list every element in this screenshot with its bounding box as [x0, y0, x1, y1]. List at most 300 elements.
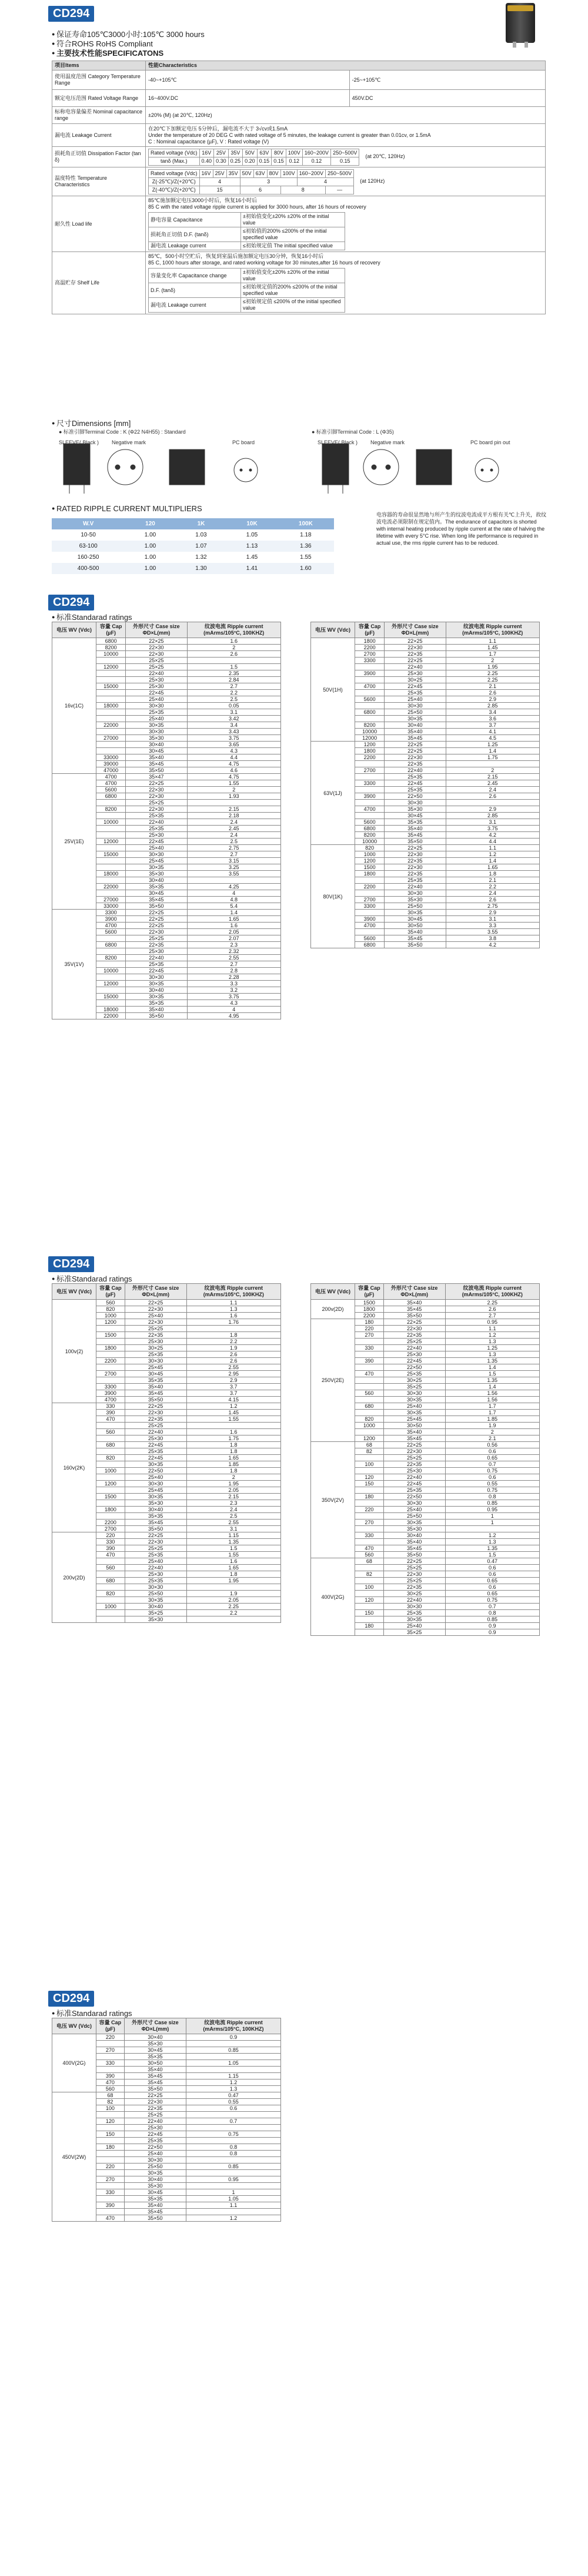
- ripple-cell: 0.8: [445, 1494, 539, 1500]
- ripple-cell: [187, 658, 281, 664]
- size-cell: 22×45: [385, 780, 446, 787]
- tc-rv: 35V: [226, 169, 240, 177]
- tc-rv: 25V: [213, 169, 226, 177]
- size-cell: 30×35: [125, 1494, 186, 1500]
- ripple-cell: [186, 2183, 280, 2189]
- ripple-cell: 1.85: [186, 1461, 280, 1468]
- ripple-cell: 3.8: [446, 935, 540, 942]
- cap-cell: [96, 1571, 125, 1578]
- ratings-head: 外形尺寸 Case size ΦD×L(mm): [124, 2018, 186, 2034]
- spec-value: -25~+105℃: [349, 71, 545, 90]
- cap-cell: 220: [96, 1532, 125, 1539]
- cap-cell: [96, 1351, 125, 1358]
- ripple-cell: [186, 2170, 280, 2176]
- size-cell: 22×25: [126, 910, 187, 916]
- cap-cell: [96, 2067, 125, 2073]
- size-cell: 25×50: [385, 709, 446, 716]
- size-cell: 30×45: [385, 813, 446, 819]
- size-cell: 30×25: [383, 1591, 445, 1597]
- wv-cell: 100v(2): [52, 1300, 96, 1403]
- size-cell: 30×45: [124, 2047, 186, 2054]
- size-cell: 22×30: [125, 1410, 186, 1416]
- table-row: [311, 845, 540, 851]
- dim-negative-label: Negative mark: [112, 440, 146, 445]
- ripple-cell: 1.05: [186, 2060, 280, 2067]
- ripple-cell: 1.75: [186, 1435, 280, 1442]
- cap-cell: 470: [96, 1552, 125, 1558]
- cap-cell: 1000: [355, 1423, 384, 1429]
- size-cell: 30×30: [125, 1584, 186, 1591]
- df-note: (at 20℃, 120Hz): [365, 153, 405, 160]
- cap-cell: 2700: [355, 897, 385, 903]
- ripple-note: 电容器的寿命很显然地与所产生的纹波电流成平方根有关℃上升关，故纹波电流必须限制在规定值内。The endurance of capacitors is shorted with internal heating produced by ripple current at the rate of halving the lifetime with every 5°C rise. When long life performance is required in actual use, the rms ripple current has to be reduced.: [376, 512, 547, 546]
- ripple-cell: [186, 1616, 280, 1623]
- cap-cell: 470: [355, 1545, 384, 1552]
- size-cell: 25×35: [385, 877, 446, 884]
- size-cell: 22×35: [385, 871, 446, 877]
- cap-cell: [96, 800, 126, 806]
- ripple-cell: [186, 2138, 280, 2144]
- ripple-cell: 1.3: [445, 1339, 539, 1345]
- size-cell: 22×30: [126, 929, 187, 935]
- table-row: [311, 638, 540, 645]
- dim-sleeve-label: SLEEVE( Black ): [59, 440, 99, 445]
- size-cell: 35×50: [126, 767, 187, 774]
- spec-table: [52, 61, 546, 314]
- size-cell: 25×25: [125, 1423, 186, 1429]
- ripple-cell: 1.8: [186, 1442, 280, 1448]
- cap-cell: 330: [96, 1403, 125, 1410]
- ripple-cell: 1.05: [186, 2196, 280, 2202]
- cap-cell: 68: [355, 1442, 384, 1448]
- ripple-cell: 4.2: [446, 942, 540, 948]
- cap-cell: 220: [355, 1326, 384, 1332]
- ripple-cell: 2.9: [446, 806, 540, 813]
- size-cell: 25×50: [385, 903, 446, 910]
- df-rv: 63V: [257, 149, 272, 157]
- size-cell: 30×35: [126, 722, 187, 729]
- cap-cell: [96, 1558, 125, 1565]
- ripple-cell: 0.85: [186, 2164, 280, 2170]
- size-cell: 30×30: [385, 800, 446, 806]
- size-cell: 25×35: [385, 774, 446, 780]
- size-cell: 22×45: [383, 1358, 445, 1364]
- ripple-cell: 2.4: [187, 819, 281, 826]
- size-cell: 30×35: [124, 2170, 186, 2176]
- ripple-cell: 2.4: [186, 1507, 280, 1513]
- ripple-cell: [186, 2041, 280, 2047]
- wv-cell: 16v(1C): [52, 638, 96, 774]
- cap-cell: [96, 1364, 125, 1371]
- cap-cell: 4700: [355, 806, 385, 813]
- ripple-cell: 1.56: [445, 1397, 539, 1403]
- ripple-cell: 2.8: [187, 968, 281, 974]
- df-tan: 0.15: [331, 157, 359, 165]
- cap-cell: [355, 1513, 384, 1520]
- load-item: 损耗角正切值 D.F. (tanδ): [149, 227, 241, 242]
- size-cell: 22×25: [385, 845, 446, 851]
- cap-cell: 100: [96, 2105, 125, 2112]
- cap-cell: 100: [355, 1584, 384, 1591]
- ripple-cell: 2.5: [187, 696, 281, 703]
- ripple-cell: 1: [445, 1520, 539, 1526]
- ripple-cell: 2.5: [186, 1513, 280, 1520]
- size-cell: 35×40: [385, 826, 446, 832]
- ripple-cell: 2.55: [187, 955, 281, 961]
- ripple-cell: 0.65: [445, 1578, 539, 1584]
- ripple-cell: 0.6: [186, 2105, 280, 2112]
- dim-sleeve-label-2: SLEEVE( Black ): [318, 440, 358, 445]
- ripple-cell: 2: [446, 767, 540, 774]
- size-cell: 30×30: [126, 974, 187, 981]
- cap-cell: [96, 1513, 125, 1520]
- cap-cell: 820: [96, 1306, 125, 1313]
- cap-cell: 270: [96, 2176, 125, 2183]
- size-cell: 35×30: [125, 1500, 186, 1507]
- ripple-cell: 1.55: [300, 554, 312, 561]
- size-cell: 25×30: [383, 1468, 445, 1474]
- cap-cell: 10000: [96, 819, 126, 826]
- ripple-cell: 3.1: [187, 709, 281, 716]
- ratings-head: 电压 WV (Vdc): [52, 2018, 96, 2034]
- df-rv: 250~500V: [331, 149, 359, 157]
- ripple-cell: 1.00: [144, 532, 156, 538]
- table-row: [52, 1532, 281, 1539]
- ripple-cell: 2.1: [446, 683, 540, 690]
- cap-cell: 8200: [355, 722, 385, 729]
- size-cell: 25×40: [125, 1474, 186, 1481]
- size-cell: 30×35: [385, 910, 446, 916]
- cap-cell: 4700: [355, 683, 385, 690]
- size-cell: 35×45: [124, 2073, 186, 2079]
- ripple-cell: 1.07: [176, 541, 227, 552]
- ripple-cell: 3.3: [187, 981, 281, 987]
- size-cell: 25×30: [124, 2125, 186, 2131]
- shelf-item: 漏电流 Leakage current: [149, 298, 241, 313]
- cap-cell: [355, 910, 385, 916]
- size-cell: 35×30: [126, 735, 187, 742]
- ripple-cell: 2.45: [187, 826, 281, 832]
- size-cell: 35×30: [385, 806, 446, 813]
- cap-cell: 6800: [96, 638, 126, 645]
- ripple-cell: 0.05: [187, 703, 281, 709]
- size-cell: 22×30: [126, 793, 187, 800]
- ripple-cell: 2.35: [187, 670, 281, 677]
- ripple-cell: 2.05: [187, 929, 281, 935]
- cap-cell: 820: [355, 1416, 384, 1423]
- wv-cell: 25V(1E): [52, 774, 96, 910]
- tc-table: [148, 169, 354, 194]
- ripple-cell: 1.6: [186, 1313, 280, 1319]
- size-cell: 22×40: [125, 1429, 186, 1435]
- size-cell: 25×25: [124, 2112, 186, 2118]
- size-cell: 35×35: [124, 2196, 186, 2202]
- dim-option-label: ● 标准引脚Terminal Code : L (Φ35): [312, 429, 394, 435]
- cap-cell: 3300: [96, 1384, 125, 1390]
- size-cell: 25×35: [385, 690, 446, 696]
- cap-cell: 390: [96, 2073, 125, 2079]
- size-cell: 30×40: [126, 742, 187, 748]
- size-cell: 35×45: [125, 1520, 186, 1526]
- size-cell: 30×30: [124, 2157, 186, 2164]
- size-cell: 25×35: [125, 1351, 186, 1358]
- cap-cell: 6800: [355, 942, 385, 948]
- load-value: ≤初始值的200% ≤200% of the initial specified value: [241, 227, 345, 242]
- ripple-cell: 2.6: [187, 651, 281, 658]
- cap-cell: 15000: [96, 683, 126, 690]
- size-cell: 35×40: [385, 929, 446, 935]
- ripple-cell: [446, 761, 540, 767]
- size-cell: 25×35: [126, 826, 187, 832]
- size-cell: 25×25: [383, 1578, 445, 1584]
- cap-cell: [355, 1565, 384, 1571]
- ripple-cell: 0.95: [186, 2176, 280, 2183]
- size-cell: 30×35: [385, 716, 446, 722]
- size-cell: 25×40: [385, 696, 446, 703]
- tc-r1: 4: [297, 177, 354, 186]
- size-cell: 25×30: [385, 670, 446, 677]
- ripple-cell: 3.75: [187, 735, 281, 742]
- ripple-cell: [186, 2125, 280, 2131]
- ripple-cell: 4: [187, 1007, 281, 1013]
- ripple-cell: 1.9: [186, 1591, 280, 1597]
- cap-cell: 1200: [355, 1435, 384, 1442]
- spec-label: 损耗角正切值 Dissipation Factor (tan δ): [52, 147, 146, 167]
- shelf-table: [148, 268, 345, 313]
- ripple-cell: 2: [186, 1474, 280, 1481]
- cap-cell: 39000: [96, 761, 126, 767]
- df-rv: 35V: [228, 149, 243, 157]
- tc-r2: —: [325, 186, 353, 194]
- ripple-cell: 0.6: [445, 1448, 539, 1455]
- ripple-cell: 2.4: [446, 787, 540, 793]
- cap-cell: [355, 1377, 384, 1384]
- cap-cell: 8200: [96, 645, 126, 651]
- tc-rv: 160~200V: [297, 169, 325, 177]
- cap-cell: [355, 1629, 384, 1636]
- ripple-cell: 2.85: [446, 813, 540, 819]
- size-cell: 25×40: [383, 1403, 445, 1410]
- cap-cell: 82: [355, 1448, 384, 1455]
- size-cell: 30×30: [385, 890, 446, 897]
- ripple-cell: 0.6: [445, 1584, 539, 1591]
- cap-cell: 1200: [355, 742, 385, 748]
- cap-cell: 470: [96, 1416, 125, 1423]
- ripple-cell: 1.65: [186, 1455, 280, 1461]
- cap-cell: [355, 1500, 384, 1507]
- size-cell: 22×30: [385, 754, 446, 761]
- ripple-cell: 5.4: [187, 903, 281, 910]
- ripple-cell: 1.2: [186, 2215, 280, 2222]
- ripple-cell: 160-250: [77, 554, 99, 561]
- ripple-cell: 1.95: [446, 664, 540, 670]
- cap-cell: 270: [355, 1520, 384, 1526]
- bullet-rohs: ● 符合ROHS RoHS Compliant: [52, 38, 153, 49]
- ripple-cell: 2.05: [186, 1597, 280, 1604]
- size-cell: 35×50: [126, 903, 187, 910]
- cap-cell: 6800: [96, 942, 126, 948]
- size-cell: 35×45: [124, 2079, 186, 2086]
- ripple-cell: 1.93: [187, 793, 281, 800]
- ripple-cell: 0.55: [445, 1481, 539, 1487]
- cap-cell: [96, 690, 126, 696]
- ripple-cell: 1.35: [445, 1377, 539, 1384]
- size-cell: 35×45: [385, 735, 446, 742]
- ripple-cell: 1.3: [445, 1539, 539, 1545]
- size-cell: 35×40: [125, 1384, 186, 1390]
- ripple-cell: 0.75: [445, 1468, 539, 1474]
- cap-cell: [355, 1591, 384, 1597]
- ripple-cell: 0.9: [186, 2034, 280, 2041]
- ripple-cell: 3.25: [187, 864, 281, 871]
- wv-cell: 160v(2K): [52, 1403, 96, 1532]
- ripple-cell: 1.3: [186, 2086, 280, 2092]
- cap-cell: 560: [355, 1390, 384, 1397]
- cap-cell: [96, 2183, 125, 2189]
- cap-cell: 18000: [96, 871, 126, 877]
- spec-value: ±20% (M) (at 20℃, 120Hz): [146, 107, 546, 124]
- ripple-cell: 0.47: [445, 1558, 539, 1565]
- ripple-cell: 1.4: [187, 910, 281, 916]
- ripple-cell: 2.45: [446, 780, 540, 787]
- cap-cell: 8200: [355, 832, 385, 838]
- ripple-cell: 1.41: [226, 563, 278, 574]
- ripple-cell: 1.1: [446, 638, 540, 645]
- ripple-cell: 1.2: [186, 2079, 280, 2086]
- size-cell: 22×25: [383, 1319, 445, 1326]
- ripple-cell: 2.7: [187, 851, 281, 858]
- size-cell: 22×30: [125, 1306, 186, 1313]
- cap-cell: 270: [355, 1332, 384, 1339]
- size-cell: 35×40: [385, 729, 446, 735]
- table-row: [311, 1319, 540, 1326]
- tc-rv-label: Rated voltage (Vdc): [149, 169, 200, 177]
- size-cell: 25×40: [383, 1507, 445, 1513]
- tc-r2: 8: [280, 186, 325, 194]
- ripple-cell: [186, 2067, 280, 2073]
- size-cell: 35×50: [124, 2086, 186, 2092]
- cap-cell: 220: [355, 1507, 384, 1513]
- ripple-cell: 0.95: [445, 1507, 539, 1513]
- cap-cell: 330: [96, 1539, 125, 1545]
- size-cell: 22×35: [385, 761, 446, 767]
- cap-cell: 2200: [355, 1313, 384, 1319]
- size-cell: 22×40: [385, 767, 446, 774]
- ripple-cell: 10-50: [81, 532, 96, 538]
- spec-label: 温度特性 Temperature Characteristics: [52, 167, 146, 196]
- ripple-head: 100K: [278, 518, 334, 529]
- ripple-cell: 2.9: [186, 1377, 280, 1384]
- cap-cell: 3300: [355, 903, 385, 910]
- ripple-cell: 1.2: [186, 1403, 280, 1410]
- size-cell: 22×25: [126, 923, 187, 929]
- ripple-cell: 3.1: [446, 819, 540, 826]
- ripple-cell: 0.65: [445, 1591, 539, 1597]
- ripple-cell: 4.6: [187, 767, 281, 774]
- ratings-title: ● 标准Standarad ratings: [52, 2007, 132, 2018]
- ripple-cell: 4.4: [187, 754, 281, 761]
- ripple-cell: 1.7: [446, 651, 540, 658]
- tc-rv: 50V: [240, 169, 253, 177]
- cap-cell: 5600: [355, 819, 385, 826]
- cap-cell: 1000: [96, 1313, 125, 1319]
- size-cell: 30×30: [383, 1500, 445, 1507]
- size-cell: 30×30: [126, 851, 187, 858]
- shelf-text: 85℃，500小时空贮后，恢复到室温后施加额定电压30分钟，恢复16小时后: [148, 253, 324, 259]
- cap-cell: 120: [355, 1474, 384, 1481]
- ripple-head: W.V: [52, 518, 125, 529]
- ripple-cell: 3.1: [186, 1526, 280, 1532]
- cap-cell: 12000: [96, 664, 126, 670]
- ripple-cell: 3.1: [446, 916, 540, 923]
- cap-cell: 10000: [355, 838, 385, 845]
- ripple-cell: 4.4: [446, 838, 540, 845]
- size-cell: 35×50: [383, 1552, 445, 1558]
- size-cell: 30×40: [126, 987, 187, 994]
- size-cell: 22×40: [126, 955, 187, 961]
- ripple-cell: 2.95: [186, 1371, 280, 1377]
- ripple-cell: 1.55: [187, 780, 281, 787]
- size-cell: 35×35: [126, 884, 187, 890]
- size-cell: 30×45: [126, 748, 187, 754]
- spec-label: 额定电压范围 Rated Voltage Range: [52, 90, 146, 107]
- cap-cell: 120: [96, 2118, 125, 2125]
- cap-cell: [355, 787, 385, 793]
- ripple-cell: 2.55: [186, 1520, 280, 1526]
- ripple-cell: 0.7: [445, 1461, 539, 1468]
- ripple-cell: 1.45: [186, 1410, 280, 1416]
- dim-title: ● 尺寸Dimensions [mm]: [52, 417, 131, 428]
- ripple-cell: 1.5: [445, 1552, 539, 1558]
- ripple-cell: 1.05: [246, 532, 258, 538]
- cap-cell: [355, 716, 385, 722]
- ripple-cell: 1.55: [186, 1416, 280, 1423]
- ripple-cell: 0.75: [445, 1597, 539, 1604]
- cap-cell: 390: [96, 2202, 125, 2209]
- size-cell: 22×40: [385, 664, 446, 670]
- cap-cell: 470: [96, 2215, 125, 2222]
- ripple-cell: 1.3: [445, 1351, 539, 1358]
- table-row: [311, 742, 540, 748]
- size-cell: 35×40: [126, 754, 187, 761]
- size-cell: 35×47: [126, 774, 187, 780]
- cap-cell: [355, 677, 385, 683]
- size-cell: 22×25: [385, 638, 446, 645]
- size-cell: 22×40: [124, 2118, 186, 2125]
- size-cell: 30×40: [383, 1532, 445, 1539]
- cap-cell: 10000: [96, 968, 126, 974]
- size-cell: 22×35: [383, 1584, 445, 1591]
- load-item: 静电容量 Capacitance: [149, 213, 241, 227]
- ripple-cell: 3.75: [446, 826, 540, 832]
- size-cell: 22×35: [383, 1332, 445, 1339]
- cap-cell: 10000: [96, 651, 126, 658]
- size-cell: 22×40: [126, 819, 187, 826]
- cap-cell: 1500: [96, 1332, 125, 1339]
- size-cell: 35×30: [124, 2041, 186, 2047]
- ripple-cell: 2.9: [446, 910, 540, 916]
- load-item: 漏电流 Leakage current: [149, 242, 241, 250]
- ripple-cell: 2.32: [187, 948, 281, 955]
- ripple-cell: 1.35: [186, 1539, 280, 1545]
- ripple-cell: [186, 2054, 280, 2060]
- size-cell: 25×30: [125, 1571, 186, 1578]
- size-cell: 30×35: [126, 981, 187, 987]
- series-badge: CD294: [48, 1256, 94, 1272]
- ripple-head: 1K: [176, 518, 227, 529]
- size-cell: 22×30: [126, 651, 187, 658]
- ratings-head: 外形尺寸 Case size ΦD×L(mm): [126, 622, 187, 638]
